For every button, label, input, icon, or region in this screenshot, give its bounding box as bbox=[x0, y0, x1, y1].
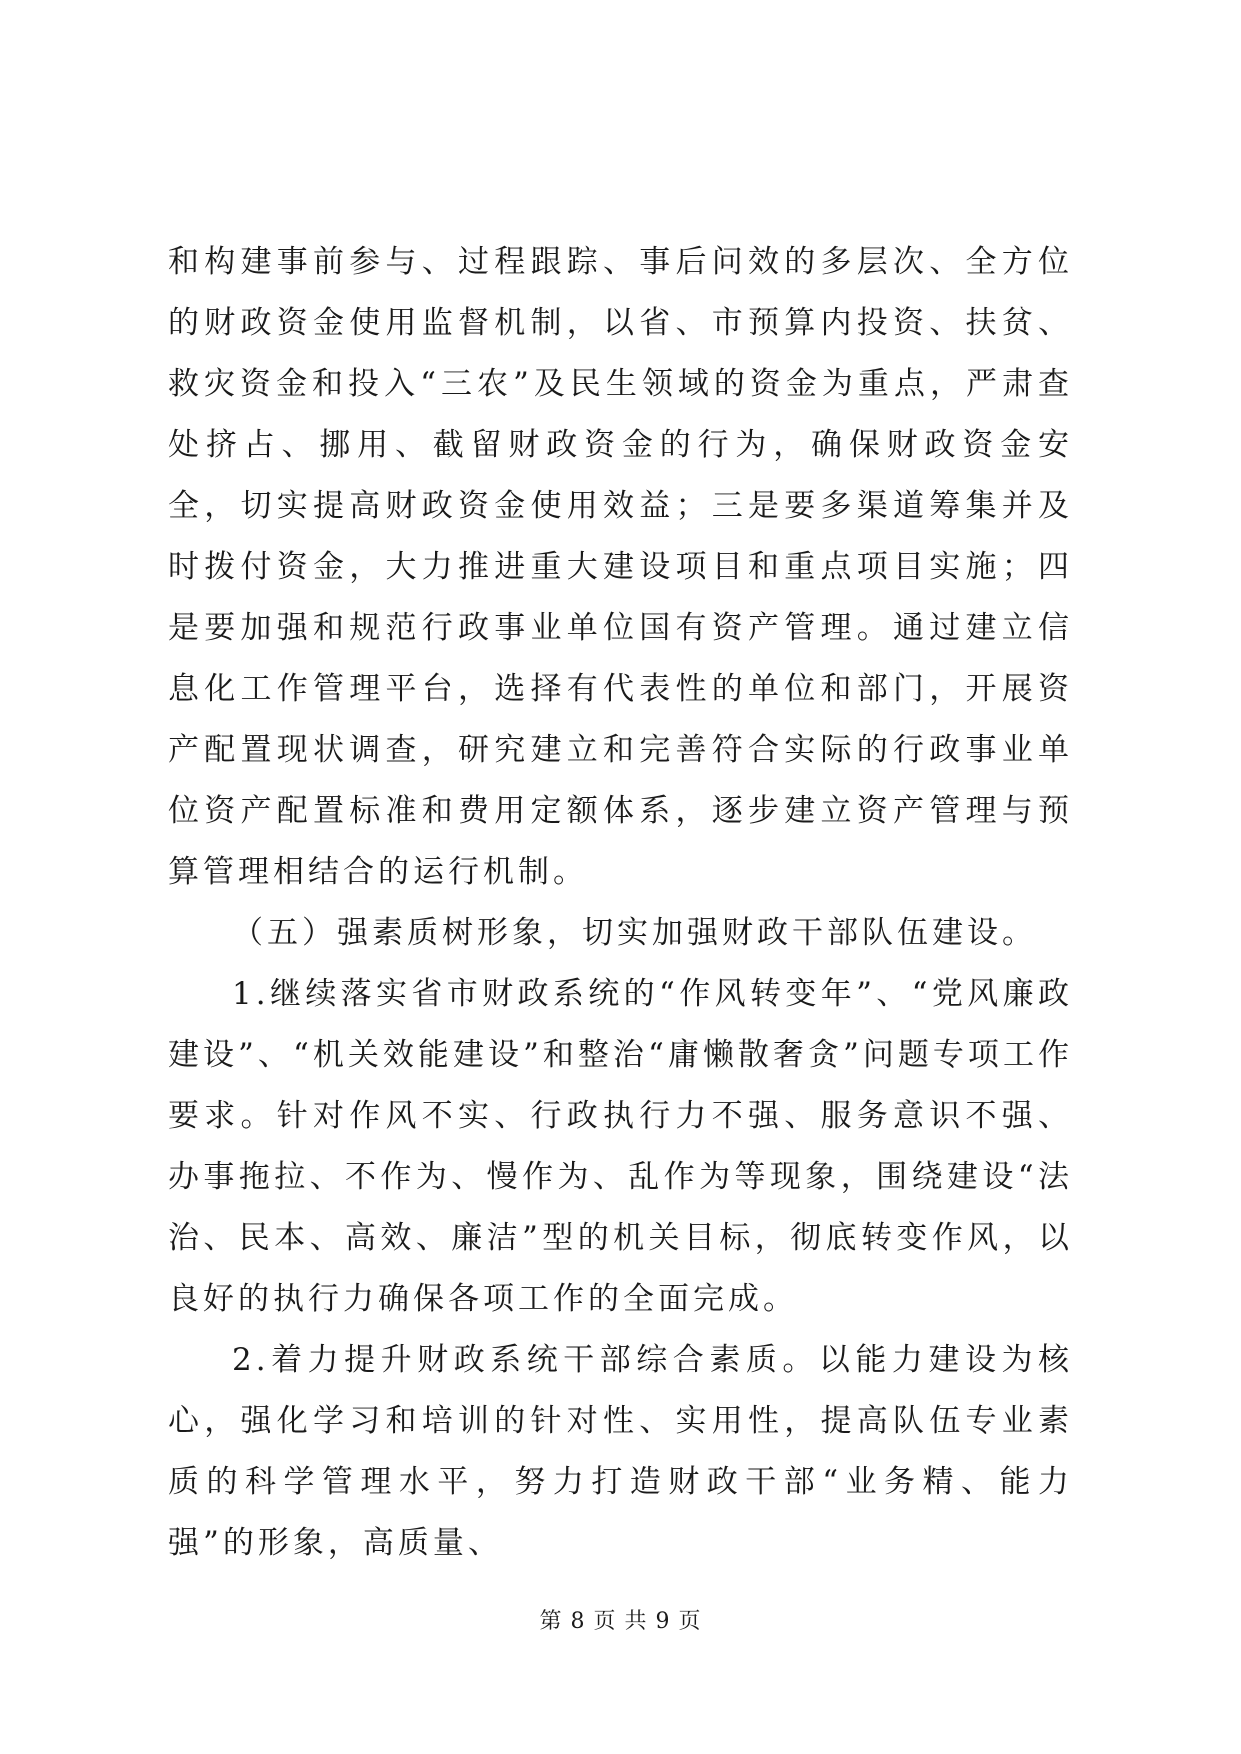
paragraph-continued: 和构建事前参与、过程跟踪、事后问效的多层次、全方位的财政资金使用监督机制，以省、市预算内投资、扶贫、救灾资金和投入“三农”及民生领域的资金为重点，严肃查处挤占、挪用、截留财政资金的行为，确保财政资金安全，切实提高财政资金使用效益；三是要多渠道筹集并及时拨付资金，大力推进重大建设项目和重点项目实施；四是要加强和规范行政事业单位国有资产管理。通过建立信息化工作管理平台，选择有代表性的单位和部门，开展资产配置现状调查，研究建立和完善符合实际的行政事业单位资产配置标准和费用定额体系，逐步建立资产管理与预算管理相结合的运行机制。 bbox=[168, 244, 1073, 890]
page-number-footer: 第 8 页 共 9 页 bbox=[539, 1609, 702, 1634]
section-heading: （五）强素质树形象，切实加强财政干部队伍建设。 bbox=[232, 915, 1037, 951]
document-body bbox=[168, 232, 1073, 1574]
paragraph-item-2: 2.着力提升财政系统干部综合素质。以能力建设为核心，强化学习和培训的针对性、实用性，提高队伍专业素质的科学管理水平，努力打造财政干部“业务精、能力强”的形象，高质量、 bbox=[168, 1342, 1073, 1561]
paragraph-item-1: 1.继续落实省市财政系统的“作风转变年”、“党风廉政建设”、“机关效能建设”和整治“庸懒散奢贪”问题专项工作要求。针对作风不实、行政执行力不强、服务意识不强、办事拖拉、不作为、慢作为、乱作为等现象，围绕建设“法治、民本、高效、廉洁”型的机关目标，彻底转变作风，以良好的执行力确保各项工作的全面完成。 bbox=[168, 976, 1073, 1317]
